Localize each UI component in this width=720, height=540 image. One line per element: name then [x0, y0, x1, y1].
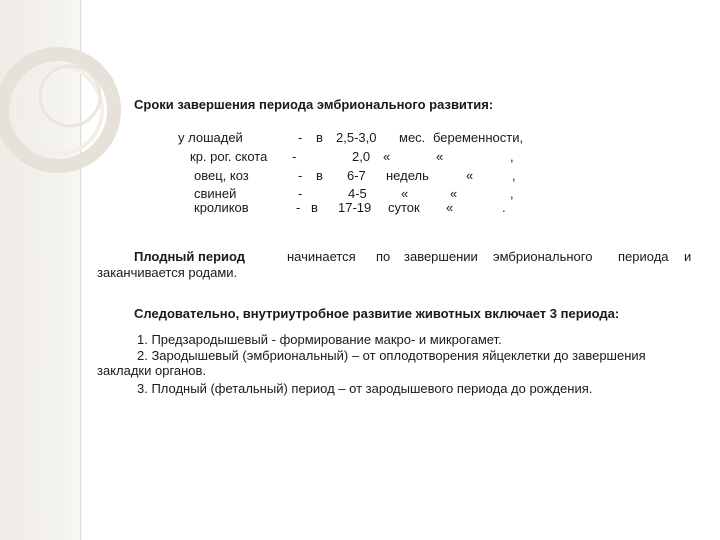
animal-tail: «	[436, 149, 444, 164]
animal-tail: «	[450, 186, 458, 201]
animal-unit: мес.	[399, 130, 426, 145]
animal-end: .	[502, 200, 506, 215]
period-item: 3. Плодный (фетальный) период – от зародышевого периода до рождения.	[137, 381, 593, 396]
fetal-line-2: заканчивается родами.	[97, 265, 238, 280]
animal-name: овец, коз	[194, 168, 249, 183]
animal-prep: в	[311, 200, 318, 215]
fetal-word: по	[376, 249, 391, 264]
fetal-word: завершении	[404, 249, 478, 264]
fetal-word: эмбрионального	[493, 249, 593, 264]
period-item-continuation: закладки органов.	[97, 363, 207, 378]
animal-prep: в	[316, 130, 323, 145]
animal-name: кр. рог. скота	[190, 149, 268, 164]
fetal-period-term: Плодный период	[134, 249, 246, 264]
animal-unit: суток	[388, 200, 420, 215]
animal-dash: -	[292, 149, 297, 164]
animal-unit: «	[383, 149, 391, 164]
animal-dash: -	[296, 200, 301, 215]
animal-tail: беременности,	[433, 130, 524, 145]
fetal-word: и	[684, 249, 692, 264]
animal-value: 2,0	[352, 149, 371, 164]
animal-dash: -	[298, 168, 303, 183]
animal-value: 17-19	[338, 200, 372, 215]
animal-tail: «	[446, 200, 454, 215]
animal-tail: «	[466, 168, 474, 183]
fetal-word: периода	[618, 249, 669, 264]
conclusion-text: Следовательно, внутриутробное развитие животных включает 3 периода:	[134, 306, 620, 321]
period-item: 1. Предзародышевый - формирование макро- и микрогамет.	[137, 332, 502, 347]
inner-ring	[14, 66, 102, 154]
animal-unit: «	[401, 186, 409, 201]
animal-name: кроликов	[194, 200, 249, 215]
animal-unit: недель	[386, 168, 429, 183]
animal-end: ,	[512, 168, 516, 183]
animal-dash: -	[298, 130, 303, 145]
animal-end: ,	[510, 186, 514, 201]
animal-value: 4-5	[348, 186, 367, 201]
animal-name: свиней	[194, 186, 237, 201]
animal-value: 6-7	[347, 168, 366, 183]
fetal-word: начинается	[287, 249, 356, 264]
animal-value: 2,5-3,0	[336, 130, 377, 145]
period-item: 2. Зародышевый (эмбриональный) – от оплодотворения яйцеклетки до завершения	[137, 348, 646, 363]
animal-name: у лошадей	[178, 130, 243, 145]
animal-dash: -	[298, 186, 303, 201]
animal-end: ,	[510, 149, 514, 164]
small-ring	[40, 66, 100, 126]
animal-prep: в	[316, 168, 323, 183]
slide-heading: Сроки завершения периода эмбрионального развития:	[134, 97, 494, 112]
